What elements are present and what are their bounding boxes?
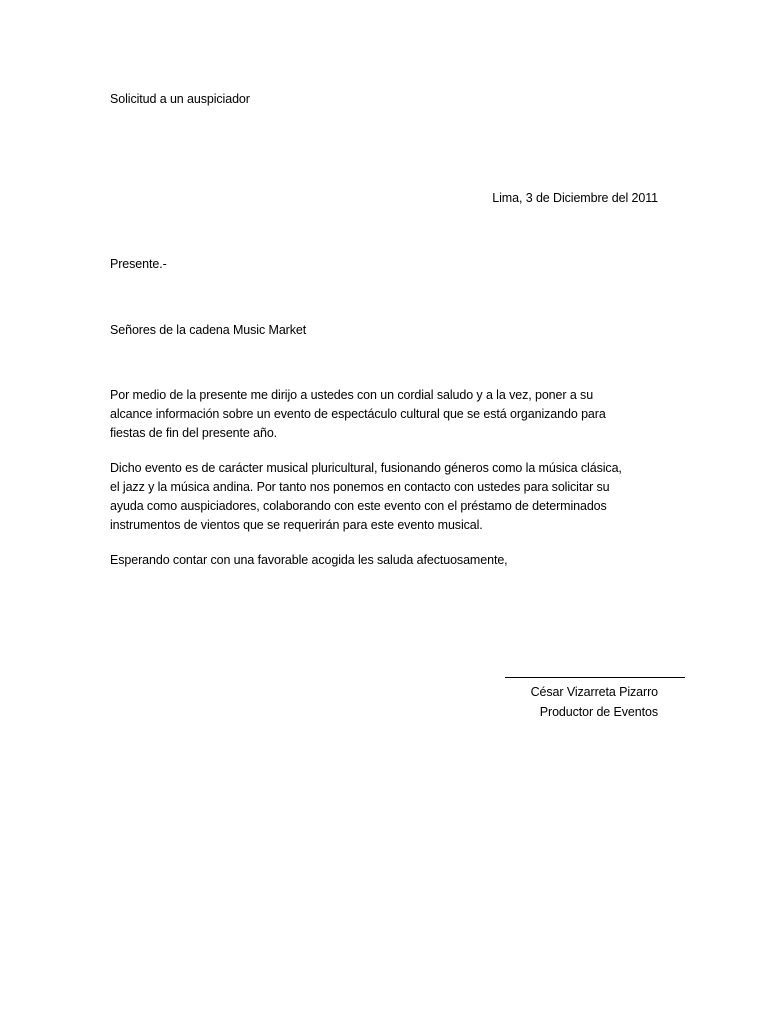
paragraph-1-line: Por medio de la presente me dirijo a ustedes con un cordial saludo y a la vez, poner a su	[110, 388, 594, 402]
letter-heading: Solicitud a un auspiciador	[110, 92, 250, 106]
paragraph-2-line: Dicho evento es de carácter musical pluricultural, fusionando géneros como la música clásica,	[110, 461, 622, 475]
closing-line: Esperando contar con una favorable acogida les saluda afectuosamente,	[110, 553, 508, 567]
paragraph-2	[110, 459, 670, 535]
paragraph-2-line: ayuda como auspiciadores, colaborando con este evento con el préstamo de determinados	[110, 499, 607, 513]
signature-line	[505, 677, 685, 678]
signature-name: César Vizarreta Pizarro	[530, 685, 658, 699]
paragraph-2-line: instrumentos de vientos que se requerirán para este evento musical.	[110, 518, 483, 532]
presente-line: Presente.-	[110, 257, 167, 271]
recipient-line: Señores de la cadena Music Market	[110, 323, 307, 337]
paragraph-1	[110, 386, 670, 443]
letter-date: Lima, 3 de Diciembre del 2011	[492, 191, 658, 205]
paragraph-1-line: fiestas de fin del presente año.	[110, 426, 278, 440]
paragraph-1-line: alcance información sobre un evento de espectáculo cultural que se está organizando para	[110, 407, 606, 421]
signature-title: Productor de Eventos	[539, 705, 658, 719]
paragraph-2-line: el jazz y la música andina. Por tanto nos ponemos en contacto con ustedes para solicitar su	[110, 480, 610, 494]
